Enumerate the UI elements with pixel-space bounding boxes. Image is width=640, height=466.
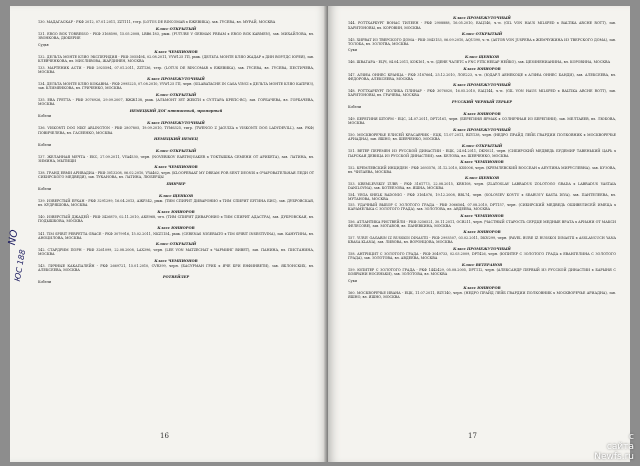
class-heading: НЕМЕЦКИЙ НЕМЕЦ — [154, 137, 198, 142]
sex-heading: Кобели — [38, 114, 52, 119]
class-heading: РОТВЕЙЛЕР — [162, 274, 190, 279]
catalog-entry: 141. TIM SPIRIT PERFETTA GRACE - РКФ 3079916, 15.02.2011, NKZ1154, рыж. (CERENAS NIGERIATO x TIM SPIRIT INSESTIVINA), зав. КАНУГИНА, вл. АНОЦИЛОВА, МОСКВА — [38, 231, 314, 240]
catalog-entry: 132. ДЕЛЬТА МОНТЕ КЛЯО ЭКСПЕРИДИЯ - РКФ 3055494, 02.08.2011, VYW125 ГП, рыж. (ДЕЛЬТА МОНТЕ КЛЯО ЖАДАР х ДИН ВОРЛДС ЮРЕЯ), зав. КЛЕВЧЕНКОВА, вл. МИСЛИВОВА, ЖАРДИНЕН, МОСКВА — [38, 54, 314, 64]
catalog-entry: 154. VEGA SHELK RADONIG - РКФ 3164076, 19.12.2008, BBL74, черн. (SOLOVIEV KOVTU х SEARUS'Y KASTA DIVA), зав. ПАНТЕЛЕЕВА, вл. МУТАНОВА, МОСКВА — [348, 192, 616, 201]
class-heading: Класс ЮНИОРОВ — [463, 67, 501, 72]
class-heading: Класс ОТКРЫТЫЙ — [461, 32, 503, 37]
class-heading: Класс ЩЕНКОВ — [158, 193, 194, 198]
class-heading: Класс ЮНИОРОВ — [463, 111, 501, 116]
catalog-entry: 130. МАДАГАСКАР - РКФ 2012, 07.01.2011, ZZT111, тэтр. (LOTUS DE RINCOMAR x ЕЖЕВИКА), зав. ГУСЕВА, вл. МУРАЙ, МОСКВА — [38, 20, 276, 24]
catalog-entry: 136. VISKONTI DOG NIKY ARLINGTON - РКФ 2807805, 19.09.2010, TYM6325, тигр. (TWENGO Z JAGUIZA x VISKONTI DOG LADYDEVILL), зав. РКФ/ПОВИЧЕЛЕВА, вл. ГАСЕЕНКО, МОСКВА — [38, 126, 314, 135]
class-heading: Класс ПРОМЕЖУТОЧНЫЙ — [147, 76, 205, 81]
catalog-entry: 152. КРЕМЛЕВСКИЙ ИНЦИДЕН - РКФ 2693576, 31.12.2010, KSS006, черн. (КРЕМЛЕВСКИЙ ВОССЕАН х АЕУЛИНА МИРУСЛЕВНА), зав. КУЗОВА, вл. ЧИЛАЕВА, МОСКВА — [348, 165, 616, 174]
catalog-entry: 157. YURIY GAGARIN IZ RUSSKOI DINASTII - РКФ 2993507, 03.02.2011, DKN299, черн. (PAVEL BURE IZ RUSSKOI DINASTII x ASSLANCUCH YANA KRASA KLANA), зав. ЛИВОВА, вл. ВОРОНЦОВА, МОСКВА — [348, 235, 616, 244]
catalog-entry: 146. ШВАГАРА - ЕЦЧ, 04.04.2011, KOК161, ч.-п. (ДЕНЕ ЧАЛЕТС х FNC FITK НЕБАР НЕЙКО), зав. ЦЕЗИНЕНИАНИНА, вл. КОРОВИНА, МОСКВА — [348, 60, 611, 65]
sex-heading: Суки — [348, 48, 357, 53]
right-page-content — [348, 16, 616, 299]
catalog-entry: 149. БЕРЕГИНЯ ШТОРМ - ЕЦС, 24.07.2011, DFT2161, черн. (БЕРЕГИНЯ ЯРМАК х СОЛНЕЧНАЯ ИЗ БЕРЕГИНИ), зав. МЕЛТАЯЕВ, вл. ЛЮБОВА, МОСКВА — [348, 117, 616, 126]
sex-heading: Суки — [348, 278, 357, 283]
catalog-entry: 160. МОСКВОРЕЧЬЕ ИВАНА - ЕЦК, 11.07.2011, BZY140, черн. (НЕДРО ПРАЙД ЛЕЙБ ГВАРДИИ ПОЛКОВНИК х МОСКВОРЕЧЬЕ АРИАДНА), зав. ЯШНО, вл. ЯШНО, МОСКВА — [348, 290, 616, 300]
class-heading: Класс ЩЕНКОВ — [464, 176, 500, 181]
catalog-entry: 135. ЕВА ГРЕТТА - РКФ 3076926, 29.09.2007, ВЖЖ138, рыж. (АЛЬМОНТ ЗЕТ ЖЕКТИ х СУЛТАРА КРЕПС-ВС), зав. ГОРБАЧЕВА, вл. ГОРБАЧЕВА, МОСКВА — [38, 98, 314, 107]
class-heading: Класс ЧЕМПИОНОВ — [154, 49, 198, 54]
catalog-entry: 137. ЖЕЛАННАЯ МЕЧТА - ЕКС, 27.09.2011, VYA4530, черн. (NOVERIKOV EARTHQUAKER x ТОКТЫШКА СЕМЕНИ ОТ АРИБЕТА), зав. ЛАТИНА, вл. ЗИМИНА, МЫТИЩИ — [38, 154, 314, 163]
sex-heading: Кобели — [38, 142, 52, 147]
class-heading: Класс ПРОМЕЖУТОЧНЫЙ — [147, 121, 205, 125]
catalog-entry: 138. ГРАНД ЕВМИ АРИВАДИА - РКФ 3013208, 06.02.2010, VYA462, черн. (KLOOPERAAT MY DREAM FOR SENT DEONIS x ОЧАРОВАТЕЛЬНАЯ ЛЕДИ ОТ СИБИРСКОГО МЕДВЕДЯ), зав. ТУКАНОВА, вл. ЛАТИНА, ЛЮБЕРЦЫ — [38, 170, 314, 179]
left-page — [10, 6, 328, 462]
class-heading: РУССКИЙ ЧЕРНЫЙ ТЕРЬЕР — [451, 99, 513, 104]
handwritten-mark: NO — [6, 228, 21, 247]
watermark-line: сайта — [606, 442, 634, 452]
watermark-line: с — [629, 432, 634, 442]
class-heading: Класс ОТКРЫТЫЙ — [461, 144, 503, 148]
class-heading: ПИНЧЕР — [166, 181, 186, 186]
catalog-entry: 131. ERGO BOX TORRESSO - РКФ 3168590, 15.05.2008, LBB6.183, рыж. (FUTURE V GERMAN FREAM x ERGO BOX KARMEN), зав. МИХАЙЛОВА, вл. ЗВОНКОВА, ДЮБЕРИЕ — [38, 32, 314, 41]
catalog-entry: 133. МАРТЕНИК АСТИ - РКФ 2925594, 07.01.2011, ZZT136, тэтр. (LOTUS DE RINCOMAR x ЕЖЕВИКА), зав. ГУСЕВА, вл. ГУСЕВА, ПЕСТИЧЕВА, МОСКВА — [38, 65, 314, 74]
class-heading: Класс ЮНИОРОВ — [463, 230, 501, 235]
catalog-entry: 143. ЛИЧНЫЕ КАКАПАЛЕЙН - РКФ 2669721, 15.01.2010, CVR399, черн. (БАСУРМАН ГРИБ х ЯЧЕ БРИ ЕНФИНВЕТИ), зав. ЯБЛОНСКИХ, вл. АЛЕКСЕЕВА, МОСКВА — [38, 263, 314, 272]
catalog-entry: 147. АЛФЕА ОННЕС КРАНЦА - РКФ 3187664, 25.12.2010, ЛОЕ223, ч.-п. (ЮДАРЛ АЕНЕКОЦЕ х АЛФЕА ОННЕС БАНДИ), зав. АЛЕКСЕЕВА, вл. ФЕДОРОВА, АЛЕКСЕЕВА, МОСКВА — [348, 72, 616, 81]
catalog-entry: 151. ВЕТЕР ПЕРЕМЕН ИЗ РУССКОЙ ДИНАСТИИ - ЕЦК, 24.04.2011, DKN021, черн. (СИБИРСКИЙ МЕДВЕДЬ БУДЕМИР ТАВЕНЬКИЙ ЦАРЬ х ПАРСКАЯ ДЕВИЦА ИЗ РУССКОЙ ДИНАСТИИ), зав. БЕЛОВА, вл. ШЕВЧЕНКО, МОСКВА — [348, 149, 616, 158]
handwritten-mark-2: ЮС 188 — [12, 248, 28, 283]
right-page — [328, 6, 630, 462]
catalog-entry: 145. ХИРВАТ ИЗ ТВЕРСКОГО ДОМА - РКФ 3043153, 06.09.2010, AQU390, ч.-п. (ASTOR VON JUSPERA x ЖЕМЧУЖИНА ИЗ ТВЕРСКОГО ДОМА), зав. ТОЛОБА, вл. ЗОЛОТВА, МОСКВА — [348, 37, 616, 46]
catalog-entry: 139. ИЗВЕРСТЫЙ ЕРХАН - РКФ 3291299, 16.04.2013, АЖР342, рыж. (ТИМ СПИРИТ ДИВАРОНИО х ТИМ СПИРИТ БУГИНА БИС), зав. ДУБРОВСКАЯ, вл. КУДРЯШОВА, МОСКВА — [38, 199, 314, 208]
class-heading: Класс ПРОМЕЖУТОЧНЫЙ — [453, 246, 511, 251]
class-heading: Класс ЮНИОРОВ — [157, 226, 195, 231]
class-heading: Класс ЧЕМПИОНОВ — [154, 258, 198, 263]
class-heading: Класс ЧЕМПИОНОВ — [460, 160, 504, 165]
class-heading: Класс ОТКРЫТЫЙ — [155, 149, 197, 154]
catalog-entry: 148. РОТТХАРБУРГ ПОЛИКА ПЛИНАР - РКФ 3076020, 16.05.2010, EAЦ144, ч.-п. (GIL VON HAUS MILSPED x BALTIKA ARCHE ROTT), зав. ХАРИТОНОВЫ, вл. ГРАЧЕВА, МОСКВА — [348, 88, 616, 97]
right-page-number: 17 — [468, 432, 477, 440]
class-heading: Класс ПРОМЕЖУТОЧНЫЙ — [453, 127, 511, 132]
catalog-entry: 155. УДАЧНЫЙ ВЫБОР С ЗОЛОТОГО ГРАДА - РКФ 3066564, 07.08.2010, DPT157, черн. (СИБИРСКИЙ МЕДВЕДЬ ОШИВЕЛИСЕЙ ИМЕЦА х КАРАМЕЛЬКА С ЗОЛОТОГО ГРАДА), зав. ЗОЛОТОВА, вл. АВДЕЕВА, МОСКВА — [348, 203, 616, 212]
catalog-entry: 134. ДЕЛЬТА МОНТЕ КЛЯО КОКАВНА - РКФ 2995225, 07.08.2010, VYW125 ГП, черн. (SILABATACHE IN CASA VINCI х ДЕЛЬТА МОНТЕ КЛЯО КАПРИЗ), зав. КЛИМЕНКОВА, вл. ГРИЧЕНКО, МОСКВА — [38, 81, 314, 91]
left-page-number: 16 — [160, 432, 169, 440]
catalog-entry: 159. ЮПИТЕР С ЗОЛОТОГО ГРАДА - РКФ 1442429, 05.08.2005, DPT112, черн. (АЛЕКСАНДР ПЕРВЫЙ ИЗ РУССКОЙ ДИНАСТИИ х БАРЫНЯ С БОЯРЫНИ НОСЕНЬКИ), зав. ЗОЛОТОВА, вл. МОСКВА — [348, 268, 616, 277]
class-heading: Класс ЩЕНКОВ — [464, 55, 500, 60]
left-page-content — [38, 20, 314, 284]
catalog-entry: 140. ИЗВЕРСТЫЙ ДЖАДЕЙ - РКФ 3426870, 02.11.2010, АКЕ968, чтч. (ТИМ СПИРИТ ДИВАРОНИО х ТИМ СПИРИТ АДАСТРА), зав. ДУБРОВСКАЯ, вл. ПОДЫШКОВА, МОСКВА — [38, 215, 314, 224]
class-heading: Класс ВЕТЕРАНОВ — [461, 262, 503, 267]
class-heading: Класс ЧЕМПИОНОВ — [154, 165, 198, 170]
class-heading: Класс ЮНИОРОВ — [157, 209, 195, 214]
catalog-entry: 153. KREMLEVSKIY ZUBR - РКФ 3161773, 22.08.2015, KRR108, черн. (ZLATOSLAV LABRADUS ZOLOTOGO GRADA х LABRADUS VASTAIA DANILOVNA), зав. КОТЕЕЗОВА, вл. ЯШНА, МОСКВА — [348, 181, 616, 190]
catalog-spread — [6, 6, 630, 462]
sex-heading: Кобели — [348, 104, 362, 109]
class-heading: Класс ПРОМЕЖУТОЧНЫЙ — [453, 83, 511, 88]
catalog-entry: 156. АТЛАНТИКА РИСТВЕЙЛИ - РКФ 3256521, 30.11.2011, ОСВ211, черн. (ЧАСТНЫЙ СТАРОСТЬ СЕРДЦЕ МЕДНЫЕ ВРАТА х АРИАНИ ОТ МАКСИ ФЕЛЕСОВЕ), зав. МОТАВОВ, вл. ПАНЕВКИНА, МОСКВА — [348, 219, 616, 228]
class-heading: Класс ЮНИОРОВ — [463, 285, 501, 290]
catalog-entry: 158. АНТРИЦИТ С ЗОЛОТОГО ГРАДА - РКФ 3049733, 02.03.2009, DPT426, черн. (ЮПИТЕР С ЗОЛОТОГО ГРАДА х ЕВАНГЕЛИНА С ЗОЛОТОГО ГРАДА), зав. ЗОЛОТОВА, вл. АВДЕЕВА, МОСКВА — [348, 251, 616, 260]
watermark-line: Newfs.ru — [594, 452, 634, 462]
site-watermark — [588, 432, 634, 462]
catalog-entry: 144. РОТТХАРБУРГ ВОНАС ТИЛЕЕН - РКФ 2908888, 16.05.2010, ЕАЦ146, ч.-п. (GIL VON HAUS MILSPED x BALTIKA ARCHE ROTT), зав. ХАРИТОНОВЫ, вл. КОРОВИН, МОСКВА — [348, 21, 616, 30]
class-heading: Класс ПРОМЕЖУТОЧНЫЙ — [453, 16, 511, 20]
class-heading: Класс ОТКРЫТЫЙ — [155, 92, 197, 97]
class-heading: Класс ЧЕМПИОНОВ — [460, 214, 504, 219]
class-heading: Класс ОТКРЫТЫЙ — [155, 26, 197, 31]
catalog-entry: 142. СТАРДРИМ ПОРН - РКФ 3261099, 22.08.2008, LAX396, черн. (LEE VON MATZECHAT x ЧАРМИНГ ВИВЕТ), зав. ПАНИНА, вл. ПИСТАНИНА, МОСКВА — [38, 247, 314, 256]
class-heading: Класс ОТКРЫТЫЙ — [155, 242, 197, 247]
sex-heading: Судья — [38, 42, 49, 47]
sex-heading: Кобели — [38, 280, 52, 285]
class-heading: НЕМЕЦКИЙ ДОГ пятнистый, мраморный — [129, 108, 223, 113]
sex-heading: Кобели — [38, 187, 52, 192]
catalog-entry: 150. МОСКВОРЕЧЬЕ ЕЛИСЕЙ КРАСАВЧИК - ЕЦК, 11.07.2011, BZY138, черн. (НЕДРО ПРАЙД ЛЕЙБ ГВАРДИИ ПОЛКОВНИК х МОСКВОРЕЧЬЕ АРИАДНА), зав. ЯШНО, вл. ШЕВЧЕНКО, МОСКВА — [348, 133, 616, 142]
